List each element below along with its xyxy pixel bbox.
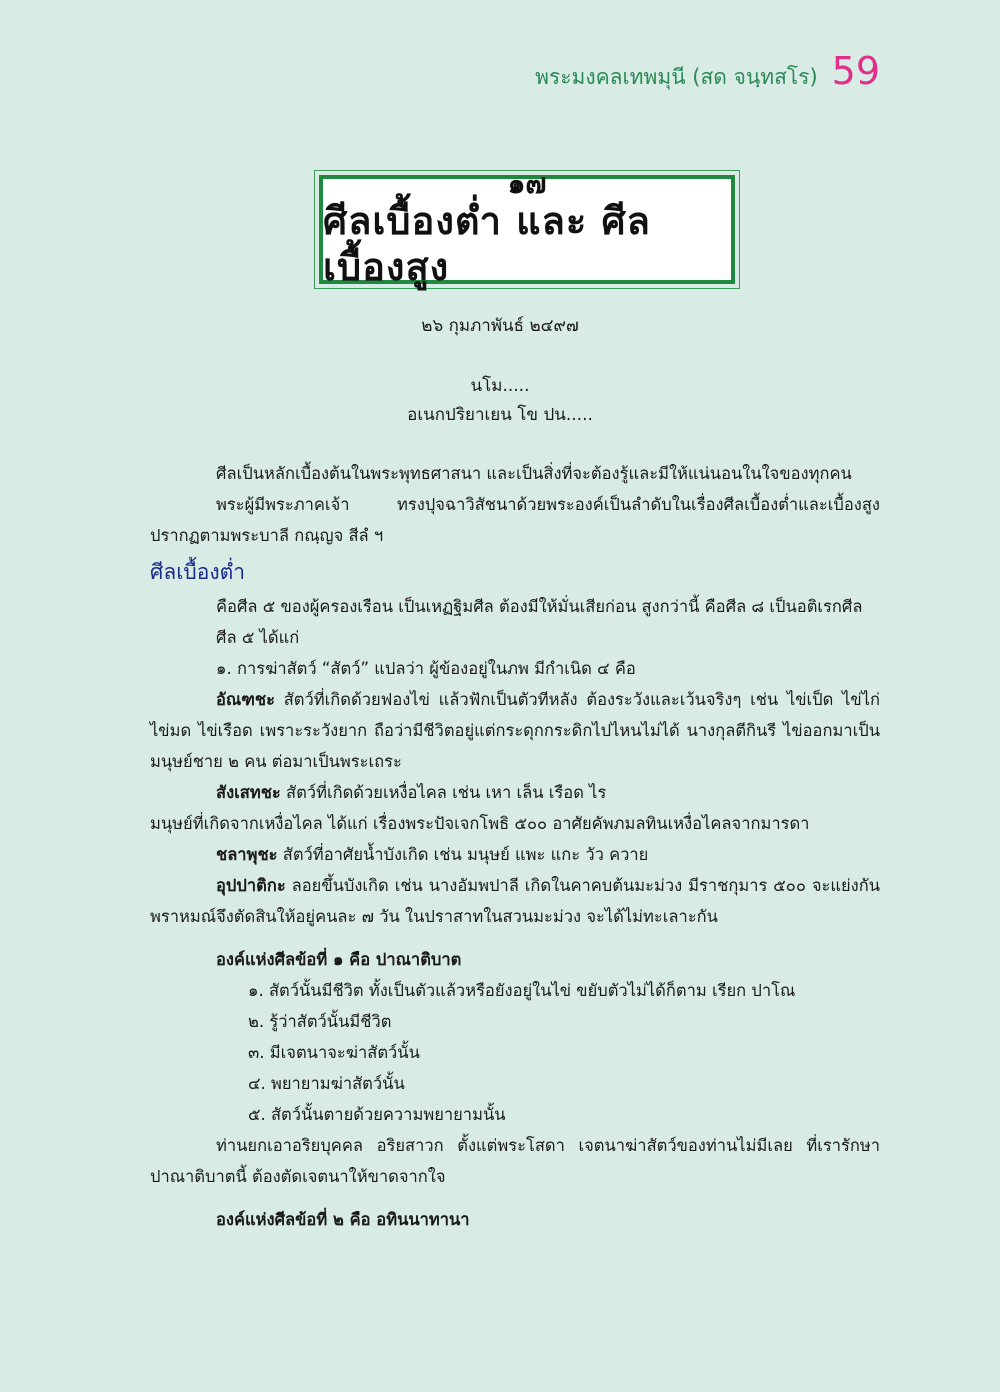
precept-1-item: ๓. มีเจตนาจะฆ่าสัตว์นั้น — [248, 1043, 420, 1062]
paragraph-killing-animals: ๑. การฆ่าสัตว์ “สัตว์” แปลว่า ผู้ข้องอยู่ในภพ มีกำเนิด ๔ คือ — [216, 659, 636, 678]
invocation — [0, 372, 1000, 430]
term-uppatika: อุปปาติกะ — [216, 876, 286, 895]
samsedcha-extra: มนุษย์ที่เกิดจากเหงื่อไคล ได้แก่ เรื่องพระปัจเจกโพธิ ๕๐๐ อาศัยคัพภมลทินเหงื่อไคลจากมารดา — [150, 814, 810, 833]
sermon-date: ๒๖ กุมภาพันธ์ ๒๔๙๗ — [421, 316, 579, 336]
term-samsedcha: สังเสทชะ — [216, 783, 281, 802]
term-andachha: อัณฑชะ — [216, 690, 275, 709]
page-number: 59 — [831, 49, 880, 93]
body-text — [150, 458, 880, 1235]
intro-paragraph-2: พระผู้มีพระภาคเจ้า ทรงปุจฉาวิสัชนาด้วยพระองค์เป็นลำดับในเรื่องศีลเบื้องต่ำและเบื้องสูง ปรากฏตามพระบาลี กณฺญจ สีลํ ฯ — [150, 495, 880, 545]
chapter-title-box — [314, 166, 740, 289]
chapter-title-frame — [319, 166, 735, 289]
desc-uppatika: ลอยขึ้นบังเกิด เช่น นางอัมพปาลี เกิดในคาคบต้นมะม่วง มีราชกุมาร ๕๐๐ จะแย่งกัน พราหมณ์จึงตัดสินให้อยู่คนละ ๗ วัน ในปราสาทในสวนมะม่วง จะได้ไม่ทะเลาะกัน — [150, 876, 880, 926]
birth-type-andachha — [150, 684, 880, 777]
chapter-title: ศีลเบื้องต่ำ และ ศีลเบื้องสูง — [323, 199, 651, 289]
precept-1-heading: องค์แห่งศีลข้อที่ ๑ คือ ปาณาติบาต — [216, 950, 462, 969]
invocation-line-1: นโม..... — [470, 376, 530, 396]
paragraph-five-precepts: คือศีล ๕ ของผู้ครองเรือน เป็นเหฏฐิมศีล ต้องมีให้มั่นเสียก่อน สูงกว่านี้ คือศีล ๘ เป็นอติเรกศีล — [216, 597, 863, 616]
precept-1-item: ๒. รู้ว่าสัตว์นั้นมีชีวิต — [248, 1012, 392, 1031]
birth-type-samsedcha — [150, 777, 880, 808]
section-heading-lower-precepts: ศีลเบื้องต่ำ — [150, 560, 246, 584]
desc-samsedcha: สัตว์ที่เกิดด้วยเหงื่อไคล เช่น เหา เล็น เรือด ไร — [280, 783, 607, 802]
birth-type-chalaputcha — [150, 839, 880, 870]
term-chalaputcha: ชลาพุชะ — [216, 845, 278, 864]
paragraph-five-precepts-list-intro: ศีล ๕ ได้แก่ — [216, 628, 300, 647]
chapter-number: ๑๗ — [507, 166, 547, 200]
desc-chalaputcha: สัตว์ที่อาศัยน้ำบังเกิด เช่น มนุษย์ แพะ แกะ วัว ควาย — [277, 845, 649, 864]
birth-type-uppatika — [150, 870, 880, 932]
precept-1-closing: ท่านยกเอาอริยบุคคล อริยสาวก ตั้งแต่พระโสดา เจตนาฆ่าสัตว์ของท่านไม่มีเลย ที่เรารักษาปาณาติบาตนี้ ต้องตัดเจตนาให้ขาดจากใจ — [150, 1136, 880, 1186]
precept-2-heading: องค์แห่งศีลข้อที่ ๒ คือ อทินนาทานา — [216, 1210, 470, 1229]
page-header — [535, 49, 880, 94]
running-header-title: พระมงคลเทพมุนี (สด จนฺทสโร) — [535, 65, 818, 89]
precept-1-item: ๑. สัตว์นั้นมีชีวิต ทั้งเป็นตัวแล้วหรือยังอยู่ในไข่ ขยับตัวไม่ได้ก็ตาม เรียก ปาโณ — [248, 981, 796, 1000]
desc-andachha: สัตว์ที่เกิดด้วยฟองไข่ แล้วฟักเป็นตัวทีหลัง ต้องระวังและเว้นจริงๆ เช่น ไข่เป็ด ไข่ไก่ ไข่มด ไข่เรือด เพราะระวังยาก ถือว่ามีชีวิตอยู่แต่กระดุกกระดิกไปไหนไม่ได้ นางกุลตีกินรี ไข่ออกมาเป็นมนุษย์ชาย ๒ คน ต่อมาเป็นพระเถระ — [150, 690, 880, 771]
precept-1-item: ๕. สัตว์นั้นตายด้วยความพยายามนั้น — [248, 1105, 506, 1124]
precept-1-item: ๔. พยายามฆ่าสัตว์นั้น — [248, 1074, 405, 1093]
invocation-line-2: อเนกปริยาเยน โข ปน..... — [407, 405, 593, 425]
intro-paragraph-1: ศีลเป็นหลักเบื้องต้นในพระพุทธศาสนา และเป็นสิ่งที่จะต้องรู้และมีให้แน่นอนในใจของทุกคน — [216, 464, 852, 483]
